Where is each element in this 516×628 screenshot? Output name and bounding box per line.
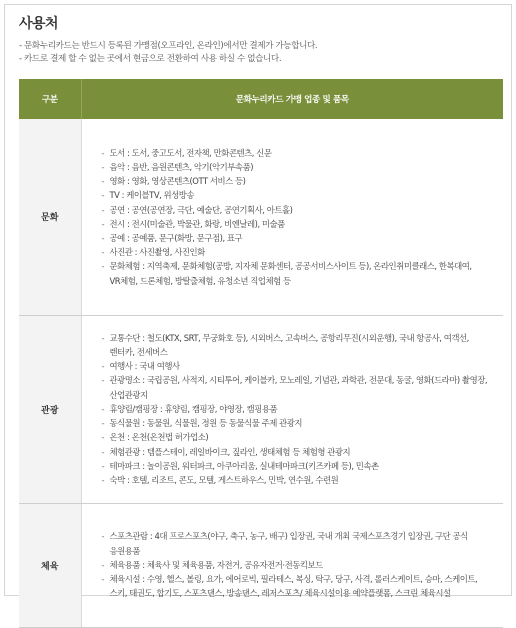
list-item: - 공예 : 공예품, 문구(화방, 문구점), 표구 bbox=[102, 231, 494, 245]
list-item: - 온천 : 온천(온천법 허가업소) bbox=[102, 430, 494, 444]
table-header-row bbox=[19, 79, 503, 119]
list-item: - 교통수단 : 철도(KTX, SRT, 무궁화호 등), 시외버스, 고속버스, 공항리무진(시외운행), 국내 항공사, 여객선, 렌터카, 전세버스 bbox=[102, 331, 494, 359]
list-item: - 동식물원 : 동물원, 식물원, 정원 등 동물식물 주제 관광지 bbox=[102, 416, 494, 430]
list-item: - 음악 : 음반, 음원콘텐츠, 악기(악기부속품) bbox=[102, 160, 494, 174]
item-list bbox=[102, 529, 494, 600]
notice-item: - 문화누리카드는 반드시 등록된 가맹점(오프라인, 온라인)에서만 결제가 가능합니다. bbox=[19, 41, 318, 51]
list-item: - 스포츠관람 : 4대 프로스포츠(야구, 축구, 농구, 배구) 입장권, 국내 개최 국제스포츠경기 입장권, 구단 공식 응원용품 bbox=[102, 529, 494, 557]
category-cell: 체육 bbox=[19, 503, 81, 627]
items-cell bbox=[81, 315, 503, 503]
item-list bbox=[102, 331, 494, 487]
items-cell bbox=[81, 119, 503, 315]
list-item: - 사진관 : 사진촬영, 사진인화 bbox=[102, 245, 494, 259]
table-row bbox=[19, 119, 503, 315]
item-list bbox=[102, 146, 494, 288]
list-item: - 관광명소 : 국립공원, 사적지, 시티투어, 케이블카, 모노레일, 기념관, 과학관, 전문대, 동굴, 영화(드라마) 촬영장, 산업관광지 bbox=[102, 373, 494, 401]
category-cell: 관광 bbox=[19, 315, 81, 503]
header-items: 문화누리카드 가맹 업종 및 품목 bbox=[81, 79, 503, 119]
list-item: - 여행사 : 국내 여행사 bbox=[102, 359, 494, 373]
list-item: - 체육용품 : 체육사 및 체육용품, 자전거, 공유자전거·전동킥보드 bbox=[102, 558, 494, 572]
notice-list bbox=[19, 40, 505, 66]
section-title: 사용처 bbox=[19, 16, 59, 32]
list-item: - 공연 : 공연(공연장, 극단, 예술단, 공연기획사, 아트홀) bbox=[102, 203, 494, 217]
table-row bbox=[19, 503, 503, 627]
list-item: - 영화 : 영화, 영상콘텐츠(OTT 서비스 등) bbox=[102, 174, 494, 188]
list-item: - 테마파크 : 놀이공원, 워터파크, 아쿠아리움, 실내테마파크(키즈카페 등), 민속촌 bbox=[102, 459, 494, 473]
merchant-category-table bbox=[19, 79, 503, 628]
list-item: - 휴양림/캠핑장 : 휴양림, 캠핑장, 야영장, 캠핑용품 bbox=[102, 402, 494, 416]
list-item: - 전시 : 전시(미술관, 박물관, 화랑, 비엔날레), 미술품 bbox=[102, 217, 494, 231]
notice-item: - 카드로 결제 할 수 없는 곳에서 현금으로 전환하여 사용 하실 수 없습니다. bbox=[19, 54, 282, 64]
items-cell bbox=[81, 503, 503, 627]
list-item: - 체험관광 : 템플스테이, 레일바이크, 짚라인, 생태체험 등 체험형 관광지 bbox=[102, 445, 494, 459]
category-cell: 문화 bbox=[19, 119, 81, 315]
list-item: - 도서 : 도서, 중고도서, 전자책, 만화콘텐츠, 신문 bbox=[102, 146, 494, 160]
list-item: - 문화체험 : 지역축제, 문화체험(공방, 지자체 문화센터, 공공서비스사이트 등), 온라인취미클래스, 한복대여, VR체험, 드론체험, 방탈출체험, 유청소년 직업체험 등 bbox=[102, 259, 494, 287]
list-item: - 체육시설 : 수영, 헬스, 볼링, 요가, 에어로빅, 필라테스, 복싱, 탁구, 당구, 사격, 롤러스케이트, 승마, 스케이트, 스키, 태권도, 합기도, 스포츠댄스, 방송댄스, 레저스포츠/ 체육시설이용 예약플랫폼, 스크린 체육시설 bbox=[102, 572, 494, 600]
table-row bbox=[19, 315, 503, 503]
list-item: - TV : 케이블TV, 위성방송 bbox=[102, 188, 494, 202]
header-category: 구분 bbox=[19, 79, 81, 119]
usage-panel bbox=[4, 4, 512, 599]
list-item: - 숙박 : 호텔, 리조트, 콘도, 모텔, 게스트하우스, 민박, 연수원, 수련원 bbox=[102, 473, 494, 487]
